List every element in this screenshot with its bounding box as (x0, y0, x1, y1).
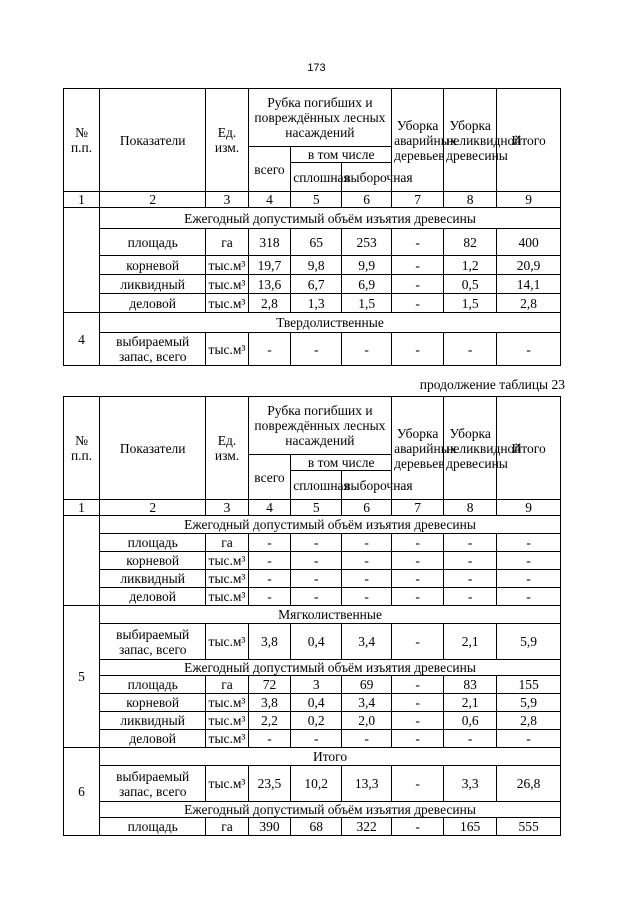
col-header-clear: сплошная (291, 471, 342, 500)
row-unit: тыс.м³ (206, 552, 248, 570)
table-row (64, 294, 561, 313)
cell-value: 555 (497, 818, 561, 836)
cell-value: 400 (497, 229, 561, 256)
col-header-emergency: Уборка аварийных деревьев (392, 89, 444, 192)
col-header-indicators: Показатели (100, 89, 206, 192)
cell-value: 0,4 (291, 624, 342, 660)
row-unit: тыс.м³ (206, 766, 248, 802)
felling-table-part-2 (63, 396, 561, 836)
cell-value: - (291, 730, 342, 748)
col-header-illiquid: Уборка неликвидной древесины (444, 89, 497, 192)
cell-value: 2,8 (497, 294, 561, 313)
col-number-row (64, 500, 561, 516)
cell-value: 3,4 (342, 624, 392, 660)
col-header-felling: Рубка погибших и повреждённых лесных насаждений (248, 89, 391, 147)
section-title: Ежегодный допустимый объём изъятия древесины (100, 802, 561, 818)
cell-value: - (291, 534, 342, 552)
row-label: деловой (100, 588, 206, 606)
cell-value: - (248, 730, 290, 748)
row-label: площадь (100, 676, 206, 694)
cell-value: - (392, 624, 444, 660)
cell-value: 155 (497, 676, 561, 694)
cell-value: 6,9 (342, 275, 392, 294)
cell-value: 5,9 (497, 694, 561, 712)
col-number: 1 (64, 500, 100, 516)
section-row (64, 606, 561, 624)
col-header-total: Итого (497, 397, 561, 500)
col-number: 1 (64, 192, 100, 208)
section-title: Ежегодный допустимый объём изъятия древесины (100, 208, 561, 229)
cell-value: 69 (342, 676, 392, 694)
cell-value: 3,8 (248, 694, 290, 712)
cell-value: 9,8 (291, 256, 342, 275)
row-number: 4 (64, 313, 100, 366)
cell-value: 72 (248, 676, 290, 694)
cell-value: - (497, 588, 561, 606)
row-label: корневой (100, 694, 206, 712)
col-header-unit: Ед. изм. (206, 397, 248, 500)
cell-value: 2,8 (497, 712, 561, 730)
table-row (64, 676, 561, 694)
cell-value: - (444, 534, 497, 552)
cell-value: - (444, 333, 497, 366)
cell-value: - (248, 333, 290, 366)
cell-value: 0,2 (291, 712, 342, 730)
section-row (64, 208, 561, 229)
cell-value: - (248, 534, 290, 552)
cell-value: - (248, 570, 290, 588)
cell-value: - (342, 570, 392, 588)
col-header-num: № п.п. (64, 89, 100, 192)
col-number: 2 (100, 192, 206, 208)
row-unit: тыс.м³ (206, 712, 248, 730)
cell-value: 0,4 (291, 694, 342, 712)
cell-value: 9,9 (342, 256, 392, 275)
row-number (64, 208, 100, 313)
cell-value: 14,1 (497, 275, 561, 294)
cell-value: - (392, 333, 444, 366)
cell-value: 2,1 (444, 694, 497, 712)
cell-value: - (392, 570, 444, 588)
cell-value: - (291, 333, 342, 366)
felling-table-part-1 (63, 88, 561, 366)
cell-value: 322 (342, 818, 392, 836)
col-number: 9 (497, 500, 561, 516)
section-title: Итого (100, 748, 561, 766)
table-row (64, 275, 561, 294)
cell-value: 3 (291, 676, 342, 694)
col-header-num: № п.п. (64, 397, 100, 500)
col-number: 3 (206, 192, 248, 208)
row-unit: га (206, 818, 248, 836)
cell-value: 23,5 (248, 766, 290, 802)
row-unit: тыс.м³ (206, 694, 248, 712)
cell-value: 5,9 (497, 624, 561, 660)
section-row (64, 660, 561, 676)
table-row (64, 333, 561, 366)
col-header-felling: Рубка погибших и повреждённых лесных насаждений (248, 397, 391, 455)
cell-value: 3,4 (342, 694, 392, 712)
cell-value: 390 (248, 818, 290, 836)
table-row (64, 818, 561, 836)
row-label: площадь (100, 534, 206, 552)
row-unit: тыс.м³ (206, 333, 248, 366)
table-row (64, 570, 561, 588)
col-number-row (64, 192, 561, 208)
cell-value: 83 (444, 676, 497, 694)
row-label: ликвидный (100, 275, 206, 294)
cell-value: - (392, 229, 444, 256)
row-label: выбираемый запас, всего (100, 333, 206, 366)
cell-value: 165 (444, 818, 497, 836)
cell-value: 20,9 (497, 256, 561, 275)
cell-value: - (392, 534, 444, 552)
col-number: 4 (248, 192, 290, 208)
table-row (64, 229, 561, 256)
cell-value: 1,5 (342, 294, 392, 313)
cell-value: 1,2 (444, 256, 497, 275)
header-row (64, 397, 561, 455)
row-unit: тыс.м³ (206, 624, 248, 660)
col-header-indicators: Показатели (100, 397, 206, 500)
cell-value: - (497, 570, 561, 588)
cell-value: 0,5 (444, 275, 497, 294)
table-row (64, 766, 561, 802)
section-row (64, 802, 561, 818)
section-row (64, 748, 561, 766)
cell-value: - (248, 552, 290, 570)
col-number: 4 (248, 500, 290, 516)
row-label: ликвидный (100, 570, 206, 588)
cell-value: - (342, 534, 392, 552)
row-number (64, 516, 100, 606)
col-number: 8 (444, 192, 497, 208)
cell-value: - (392, 766, 444, 802)
cell-value: 253 (342, 229, 392, 256)
cell-value: - (392, 552, 444, 570)
cell-value: - (392, 694, 444, 712)
col-header-all: всего (248, 147, 290, 192)
row-unit: тыс.м³ (206, 730, 248, 748)
cell-value: 13,3 (342, 766, 392, 802)
table-row (64, 534, 561, 552)
cell-value: 68 (291, 818, 342, 836)
col-number: 5 (291, 192, 342, 208)
cell-value: - (342, 730, 392, 748)
row-label: корневой (100, 256, 206, 275)
cell-value: - (497, 552, 561, 570)
cell-value: - (444, 730, 497, 748)
section-title: Мягколиственные (100, 606, 561, 624)
cell-value: - (497, 333, 561, 366)
row-label: выбираемый запас, всего (100, 624, 206, 660)
header-row (64, 89, 561, 147)
col-number: 6 (342, 500, 392, 516)
table-row (64, 694, 561, 712)
col-number: 3 (206, 500, 248, 516)
table-row (64, 712, 561, 730)
cell-value: - (342, 588, 392, 606)
cell-value: - (392, 712, 444, 730)
row-unit: тыс.м³ (206, 275, 248, 294)
row-label: выбираемый запас, всего (100, 766, 206, 802)
cell-value: 1,3 (291, 294, 342, 313)
row-label: площадь (100, 229, 206, 256)
cell-value: - (392, 676, 444, 694)
cell-value: 1,5 (444, 294, 497, 313)
col-header-illiquid: Уборка неликвидной древесины (444, 397, 497, 500)
cell-value: - (342, 552, 392, 570)
cell-value: 318 (248, 229, 290, 256)
section-row (64, 313, 561, 333)
section-row (64, 516, 561, 534)
row-label: деловой (100, 730, 206, 748)
table-row (64, 552, 561, 570)
table-row (64, 256, 561, 275)
row-unit: тыс.м³ (206, 588, 248, 606)
cell-value: - (392, 730, 444, 748)
cell-value: - (444, 588, 497, 606)
cell-value: - (497, 730, 561, 748)
section-title: Ежегодный допустимый объём изъятия древесины (100, 516, 561, 534)
row-label: ликвидный (100, 712, 206, 730)
table-row (64, 588, 561, 606)
cell-value: - (444, 570, 497, 588)
cell-value: 10,2 (291, 766, 342, 802)
row-unit: га (206, 676, 248, 694)
cell-value: - (291, 552, 342, 570)
cell-value: - (291, 570, 342, 588)
col-number: 8 (444, 500, 497, 516)
cell-value: 2,8 (248, 294, 290, 313)
row-label: корневой (100, 552, 206, 570)
row-unit: га (206, 534, 248, 552)
cell-value: 6,7 (291, 275, 342, 294)
row-unit: га (206, 229, 248, 256)
row-unit: тыс.м³ (206, 256, 248, 275)
col-header-selective: выборочная (342, 163, 392, 192)
col-number: 6 (342, 192, 392, 208)
table-row (64, 624, 561, 660)
cell-value: - (342, 333, 392, 366)
cell-value: 13,6 (248, 275, 290, 294)
table-row (64, 730, 561, 748)
cell-value: 0,6 (444, 712, 497, 730)
cell-value: - (392, 275, 444, 294)
cell-value: - (392, 818, 444, 836)
section-title: Ежегодный допустимый объём изъятия древесины (100, 660, 561, 676)
cell-value: 2,0 (342, 712, 392, 730)
cell-value: 2,1 (444, 624, 497, 660)
col-number: 5 (291, 500, 342, 516)
col-header-all: всего (248, 455, 290, 500)
cell-value: - (392, 588, 444, 606)
row-unit: тыс.м³ (206, 294, 248, 313)
row-label: площадь (100, 818, 206, 836)
cell-value: - (248, 588, 290, 606)
col-header-emergency: Уборка аварийных деревьев (392, 397, 444, 500)
col-header-including: в том числе (291, 455, 392, 471)
col-number: 7 (392, 192, 444, 208)
row-number: 6 (64, 748, 100, 836)
cell-value: 82 (444, 229, 497, 256)
row-unit: тыс.м³ (206, 570, 248, 588)
cell-value: - (291, 588, 342, 606)
col-header-total: Итого (497, 89, 561, 192)
col-number: 2 (100, 500, 206, 516)
row-label: деловой (100, 294, 206, 313)
col-number: 9 (497, 192, 561, 208)
cell-value: - (392, 256, 444, 275)
cell-value: 3,3 (444, 766, 497, 802)
row-number: 5 (64, 606, 100, 748)
cell-value: 19,7 (248, 256, 290, 275)
col-number: 7 (392, 500, 444, 516)
cell-value: 65 (291, 229, 342, 256)
cell-value: - (497, 534, 561, 552)
page-number: 173 (307, 62, 326, 74)
cell-value: 26,8 (497, 766, 561, 802)
cell-value: 3,8 (248, 624, 290, 660)
section-title: Твердолиственные (100, 313, 561, 333)
cell-value: 2,2 (248, 712, 290, 730)
col-header-clear: сплошная (291, 163, 342, 192)
table-continuation-note: продолжение таблицы 23 (419, 377, 565, 392)
cell-value: - (444, 552, 497, 570)
col-header-selective: выборочная (342, 471, 392, 500)
col-header-including: в том числе (291, 147, 392, 163)
col-header-unit: Ед. изм. (206, 89, 248, 192)
cell-value: - (392, 294, 444, 313)
